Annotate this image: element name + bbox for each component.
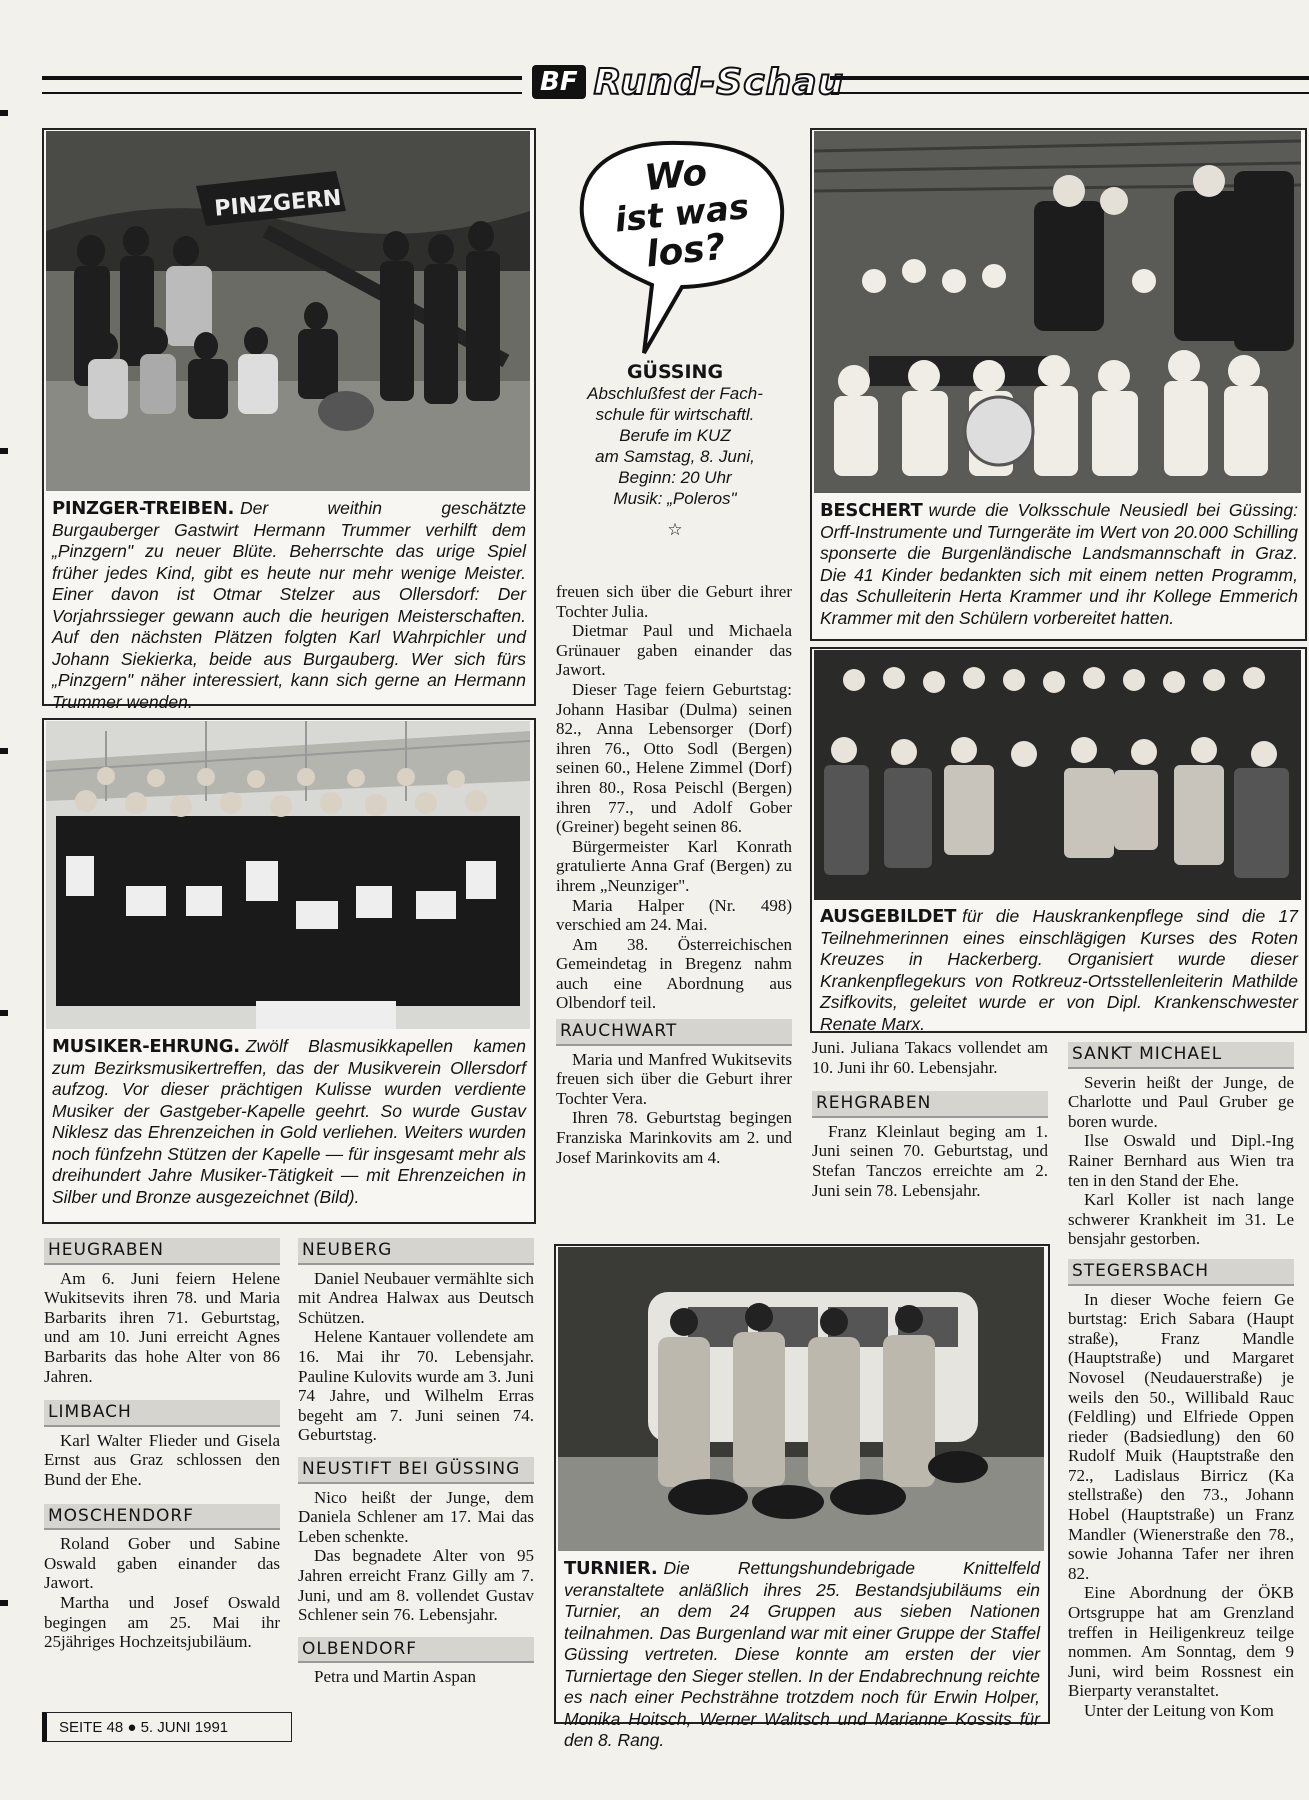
caption-text: Der weithin geschätzte Burgauberger Gastwirt Hermann Trummer verhilft dem „Pinzgern" zu neuer Blüte. Beherrschte das urige Spiel früher jedes Kind, gibt es heute nur mehr wenige Meister. Einer davon ist Otmar Stelzer aus Ollersdorf: Der Vorjahrssieger gewann auch die heurigen Meisterschaften. Auf den nächsten Plätzen folgten Karl Wahrpichler und Johann Siekierka, beide aus Burgauberg. Wer sich fürs „Pinzgern" näher interessiert, kann sich gerne an Hermann Trummer wenden. xyxy=(52,498,526,712)
masthead xyxy=(532,60,844,104)
masthead-title: Rund-Schau xyxy=(593,61,845,103)
news-paragraph: Maria und Manfred Wukitsevits freuen sich über die Geburt ihrer Tochter Vera. xyxy=(556,1049,792,1108)
news-paragraph: Daniel Neubauer vermählte sich mit Andrea Halwax aus Deutsch Schützen. xyxy=(298,1268,534,1327)
caption-keyword: PINZGER-TREIBEN. xyxy=(52,498,235,519)
edge-mark xyxy=(0,448,8,454)
section-head-heugraben: HEUGRABEN xyxy=(44,1238,280,1265)
page-footer: SEITE 48 ● 5. JUNI 1991 xyxy=(42,1712,292,1742)
section-head-neustift: NEUSTIFT BEI GÜSSING xyxy=(298,1457,534,1484)
event-town: GÜSSING xyxy=(626,361,724,383)
guessing-event xyxy=(560,362,790,540)
news-paragraph: Petra und Martin Aspan xyxy=(314,1667,476,1687)
news-paragraph: Dieser Tage feiern Geburtstag: Johann Hasibar (Dulma) seinen 82., Anna Lebensorger (Dorf) ihren 76., Otto Sodl (Bergen) seinen 60., Helene Zimmel (Dorf) ihren 80., Rosa Peischl (Bergen) ihren 77., und Adolf Gober (Greiner) begeht seinen 86. xyxy=(556,679,792,837)
caption-text: Zwölf Blasmusikkapellen kamen zum Bezirksmusikertreffen, das der Musikverein Ollersdorf aufzog. Vor dieser prächtigen Kulisse wurden verdiente Musiker der Gastgeber-Kapelle geehrt. So wurde Gustav Niklesz das Ehrenzeichen in Gold verliehen. Weiters wurden noch fünfzehn Stützen der Kapelle — für insgesamt mehr als dreihundert Jahre Musiker-Tätigkeit — mit Ehrenzeichen in Silber und Bronze ausgezeichnet (Bild). xyxy=(52,1036,526,1207)
edge-mark xyxy=(0,1600,8,1606)
musiker-photo xyxy=(46,721,530,1029)
beschert-caption xyxy=(820,500,1298,629)
musiker-caption xyxy=(52,1036,526,1208)
news-paragraph: Maria Halper (Nr. 498) verschied am 24. Mai. xyxy=(556,895,792,935)
wo-ist-was-los-bubble xyxy=(560,135,800,360)
section-head-limbach: LIMBACH xyxy=(44,1400,280,1427)
left-bottom-column xyxy=(44,1232,280,1652)
caption-keyword: TURNIER. xyxy=(564,1558,658,1579)
section-head-olbendorf: OLBENDORF xyxy=(298,1637,534,1664)
event-line: Abschlußfest der Fach- xyxy=(587,384,763,403)
news-paragraph: Franz Kleinlaut beging am 1. Juni seinen 70. Geburtstag, und Stefan Tanczos erreichte am 2. Juni sein 78. Lebensjahr. xyxy=(812,1121,1048,1200)
caption-text: wurde die Volksschule Neusiedl bei Güssing: Orff-Instrumente und Turngeräte im Wert von 20.000 Schilling sponserte die Burgenländische Landsmannschaft in Graz. Die 41 Kinder bedankten sich mit einem netten Programm, das Schulleiterin Herta Krammer und ihr Kollege Emmerich Krammer mit den Schülern vorbereitet hatten. xyxy=(820,500,1298,628)
section-head-moschendorf: MOSCHENDORF xyxy=(44,1504,280,1531)
pinzger-caption xyxy=(52,498,526,713)
news-paragraph: Ilse Oswald und Dipl.-Ing Rainer Bernhard aus Wien tra ten in den Stand der Ehe. xyxy=(1068,1131,1294,1190)
section-head-sankt-michael: SANKT MICHAEL xyxy=(1068,1042,1294,1069)
news-paragraph: Karl Walter Flieder und Gisela Ernst aus Graz schlossen den Bund der Ehe. xyxy=(44,1430,280,1489)
turnier-photo xyxy=(558,1247,1044,1551)
bubble-line-2: ist was xyxy=(612,186,751,241)
news-paragraph: Am 6. Juni feiern Helene Wukitsevits ihren 78. und Maria Barbarits ihren 71. Geburtstag, und am 10. Juni erreicht Agnes Barbarits das hohe Alter von 86 Jahren. xyxy=(44,1268,280,1386)
news-paragraph: Martha und Josef Oswald begingen am 25. Mai ihr 25jähriges Hochzeitsjubiläum. xyxy=(44,1592,280,1652)
news-paragraph: In dieser Woche feiern Ge burtstag: Erich Sabara (Haupt straße), Franz Mandle (Hauptstraße) und Margaret Novosel (Neudauerstraße) je weils den 50., Willibald Rauc (Feldling) und Elfriede Oppen rieder (Badsiedlung) den 60 Rudolf Muik (Hauptstraße den 72., Ladislaus Birricz (Ka stellstraße) den 73., Johann Hobel (Hauptstraße) un Franz Mandler (Wienerstraße den 78., sowie Johanna Tafer ner ihren 82. xyxy=(1068,1289,1294,1583)
bubble-line-3: los? xyxy=(644,226,728,276)
caption-text: für die Hauskrankenpflege sind die 17 Teilnehmerinnen eines einschlägigen Kurses des Roten Kreuzes in Hackerberg. Organisiert wurde dieser Krankenpflegekurs von Rotkreuz-Ortsstellenleiterin Mathilde Zsifkovits, geleitet wurde er von Dipl. Krankenschwester Renate Marx. xyxy=(820,906,1298,1034)
section-head-stegersbach: STEGERSBACH xyxy=(1068,1259,1294,1286)
ausgebildet-caption xyxy=(820,906,1298,1035)
news-paragraph: Ihren 78. Geburtstag begingen Franziska Marinkovits am 2. und Josef Marinkovits am 4. xyxy=(556,1108,792,1167)
event-line: Beginn: 20 Uhr xyxy=(618,468,732,487)
masthead-rule-right xyxy=(830,76,1309,94)
ausgebildet-photo xyxy=(814,650,1301,900)
section-head-neuberg: NEUBERG xyxy=(298,1238,534,1265)
caption-text: Die Rettungshundebrigade Knittelfeld veranstaltete anläßlich ihres 25. Bestandsjubiläums ein Turnier, an dem 24 Gruppen aus sieben Nationen teilnahmen. Das Burgenland war mit einer Gruppe der Staffel Güssing vertreten. Diese konnte am ersten der vier Turniertage den Sieger stellen. In der Endabrechnung reichte es nach einer Pechsträhne trotzdem noch für Erwin Holper, Monika Hoitsch, Werner Walitsch und Marianne Kossits für den 8. Rang. xyxy=(564,1558,1040,1750)
news-paragraph: Unter der Leitung von Kom xyxy=(1084,1701,1274,1720)
section-head-rehgraben: REHGRABEN xyxy=(812,1091,1048,1118)
right-edge-column xyxy=(1068,1036,1294,1721)
event-line: Musik: „Poleros" xyxy=(613,489,737,508)
event-line: Berufe im KUZ xyxy=(619,426,731,445)
middle-bottom-column xyxy=(298,1232,534,1687)
rehgraben-column xyxy=(812,1038,1048,1200)
event-line: am Samstag, 8. Juni, xyxy=(595,447,755,466)
caption-keyword: MUSIKER-EHRUNG. xyxy=(52,1036,240,1057)
caption-keyword: AUSGEBILDET xyxy=(820,906,957,927)
beschert-photo xyxy=(814,131,1301,493)
event-line: schule für wirtschaftl. xyxy=(595,405,755,424)
news-paragraph: Karl Koller ist nach lange schwerer Krankheit im 31. Le bensjahr gestorben. xyxy=(1068,1190,1294,1249)
news-paragraph: Helene Kantauer vollendete am 16. Mai ihr 70. Lebensjahr. Pauline Kulovits wurde am 3. Juni 74 Jahre, und Wilhelm Erras begeht am 7. Juni seinen 74. Geburtstag. xyxy=(298,1327,534,1445)
news-paragraph: Juni. Juliana Takacs vollendet am 10. Juni ihr 60. Lebensjahr. xyxy=(812,1038,1048,1077)
edge-mark xyxy=(0,748,8,754)
bubble-line-1: Wo xyxy=(642,152,710,200)
news-paragraph: Roland Gober und Sabine Oswald gaben einander das Jawort. xyxy=(44,1534,280,1593)
news-paragraph: Am 38. Österreichischen Gemeindetag in Bregenz nahm auch eine Abordnung aus Olbendorf teil. xyxy=(556,934,792,1013)
news-paragraph: Eine Abordnung der ÖKB Ortsgruppe hat am Grenzland treffen in Heiligenkreuz teilge nommen. Am Sonntag, dem 9 Juni, wird beim Rossnest ein Bierparty veranstaltet. xyxy=(1068,1583,1294,1701)
news-paragraph: Bürgermeister Karl Konrath gratulierte Anna Graf (Bergen) zu ihrem „Neunziger". xyxy=(556,836,792,895)
turnier-caption xyxy=(564,1558,1040,1752)
pinzgern-sign-text: PINZGERN xyxy=(213,185,343,222)
pinzger-photo xyxy=(46,131,530,491)
news-paragraph: Das begnadete Alter von 95 Jahren erreicht Franz Gilly am 7. Juni, und am 8. vollendet Gustav Schlener sein 76. Lebensjahr. xyxy=(298,1546,534,1625)
caption-keyword: BESCHERT xyxy=(820,500,923,521)
news-paragraph: Nico heißt der Junge, dem Daniela Schlener am 17. Mai das Leben schenkte. xyxy=(298,1487,534,1546)
news-paragraph: Dietmar Paul und Michaela Grünauer gaben einander das Jawort. xyxy=(556,621,792,680)
masthead-logo: BF xyxy=(532,65,586,99)
section-head-rauchwart: RAUCHWART xyxy=(556,1019,792,1046)
masthead-rule-left xyxy=(42,76,522,94)
guessing-column xyxy=(556,582,792,1167)
news-paragraph: freuen sich über die Geburt ihrer Tochter Julia. xyxy=(556,582,792,621)
edge-mark xyxy=(0,1010,8,1016)
news-paragraph: Severin heißt der Junge, de Charlotte und Paul Gruber ge boren wurde. xyxy=(1068,1072,1294,1131)
edge-mark xyxy=(0,110,8,116)
star-separator: ☆ xyxy=(667,520,683,539)
